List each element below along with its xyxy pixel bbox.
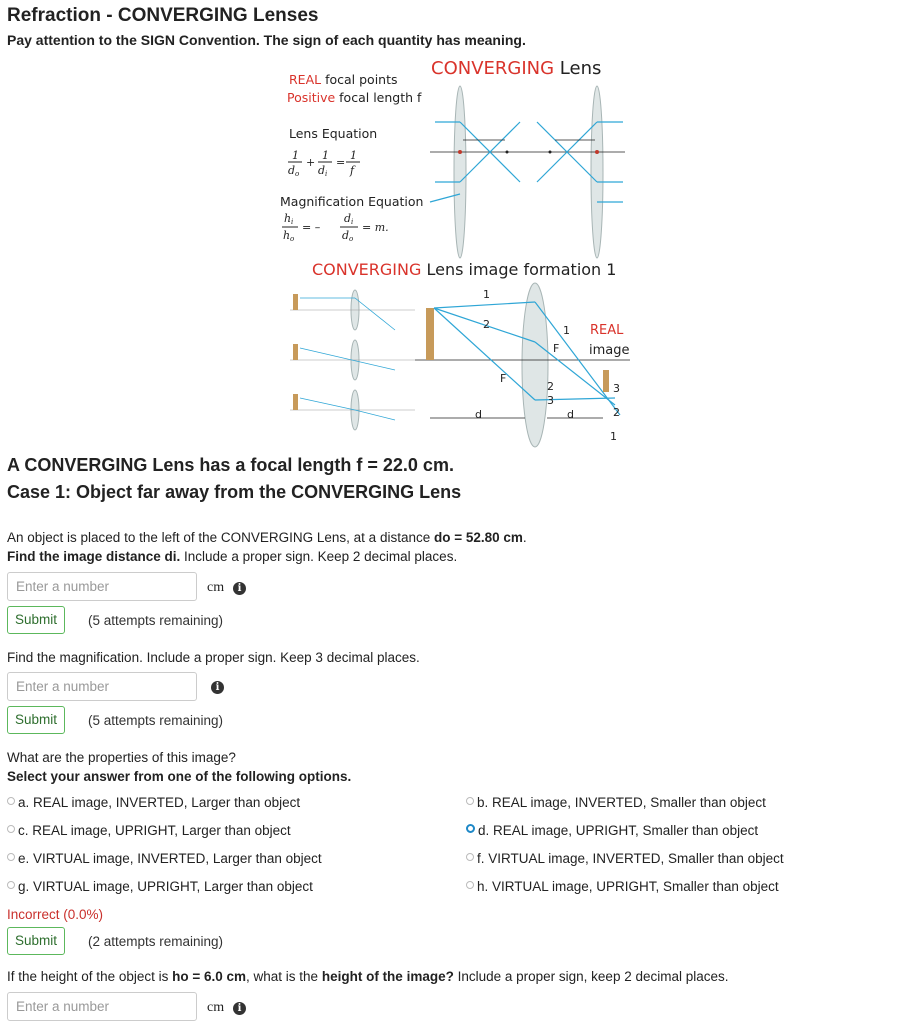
radio-icon[interactable]: [7, 881, 15, 889]
svg-text:= –: = –: [302, 221, 321, 234]
figure2-heading-rest: Lens image formation 1: [421, 260, 617, 279]
magnification-input[interactable]: Enter a number: [7, 672, 197, 701]
figure2-heading: [312, 260, 616, 279]
submit-button-q3[interactable]: Submit: [7, 927, 65, 955]
option-d[interactable]: [466, 823, 758, 838]
svg-text:= m.: = m.: [362, 221, 389, 234]
image-formation-diagram: [285, 280, 635, 450]
image-distance-input[interactable]: Enter a number: [7, 572, 197, 601]
object-distance-value: do = 52.80 cm: [433, 530, 523, 545]
figure1-heading-red: CONVERGING: [431, 58, 555, 79]
svg-text:=: =: [336, 156, 346, 169]
option-f-label: f. VIRTUAL image, INVERTED, Smaller than object: [477, 851, 784, 866]
option-c-label: c. REAL image, UPRIGHT, Larger than object: [18, 823, 291, 838]
svg-text:h: h: [283, 229, 291, 242]
svg-text:1: 1: [563, 324, 570, 337]
focal-points-text: focal points: [321, 72, 398, 87]
info-icon[interactable]: i: [233, 1002, 246, 1015]
q1-bold: Find the image distance di.: [7, 549, 181, 564]
page-subtitle: Pay attention to the SIGN Convention. The sign of each quantity has meaning.: [7, 32, 526, 48]
q4-part-e: Include a proper sign, keep 2 decimal places.: [453, 969, 729, 984]
info-icon[interactable]: i: [233, 582, 246, 595]
q4-unit-group: [207, 998, 246, 1016]
svg-text:d: d: [475, 408, 482, 421]
radio-icon[interactable]: [7, 825, 15, 833]
svg-text:o: o: [349, 235, 354, 243]
option-h-label: h. VIRTUAL image, UPRIGHT, Smaller than object: [477, 879, 779, 894]
svg-text:i: i: [291, 218, 294, 226]
svg-text:d: d: [318, 164, 326, 177]
object-height-value: ho = 6.0 cm: [172, 969, 247, 984]
radio-icon[interactable]: [7, 797, 15, 805]
q1-unit-group: [207, 578, 246, 596]
q1-rest: Include a proper sign. Keep 2 decimal places.: [180, 549, 458, 564]
figure1-heading-rest: Lens: [554, 58, 602, 79]
svg-text:F: F: [500, 372, 507, 385]
positive-focal-length: [287, 90, 421, 105]
real-focal-points: [289, 72, 398, 87]
cm-unit: cm: [207, 1000, 225, 1015]
question-magnification: Find the magnification. Include a proper sign. Keep 3 decimal places.: [7, 650, 420, 665]
radio-icon[interactable]: [466, 881, 474, 889]
svg-text:o: o: [290, 235, 295, 243]
option-h[interactable]: [466, 879, 779, 894]
object-distance-text: [7, 530, 527, 545]
q4-part-d: height of the image?: [321, 969, 454, 984]
intro-text: An object is placed to the left of the CONVERGING Lens, at a distance: [7, 530, 434, 545]
intro-period: .: [522, 530, 527, 545]
attempts-remaining-q3: (2 attempts remaining): [88, 934, 224, 949]
option-d-label: d. REAL image, UPRIGHT, Smaller than object: [478, 823, 759, 838]
attempts-remaining-q2: (5 attempts remaining): [88, 713, 224, 728]
positive-word: Positive: [287, 90, 336, 105]
svg-text:3: 3: [547, 394, 554, 407]
figure1-heading: [431, 58, 601, 79]
question-image-distance: [7, 549, 457, 564]
svg-text:f: f: [350, 164, 355, 177]
svg-text:1: 1: [483, 288, 490, 301]
radio-icon[interactable]: [466, 853, 474, 861]
svg-text:3: 3: [613, 382, 620, 395]
svg-text:+: +: [306, 156, 316, 169]
svg-text:d: d: [344, 212, 352, 225]
option-e[interactable]: [7, 851, 322, 866]
question-image-height: [7, 969, 729, 984]
svg-text:d: d: [288, 164, 296, 177]
svg-text:1: 1: [610, 430, 617, 443]
focal-length-statement: A CONVERGING Lens has a focal length f = 22.0 cm.: [7, 455, 454, 475]
option-f[interactable]: [466, 851, 784, 866]
attempts-remaining-q1: (5 attempts remaining): [88, 613, 224, 628]
page-title: Refraction - CONVERGING Lenses: [7, 5, 319, 26]
option-g-label: g. VIRTUAL image, UPRIGHT, Larger than object: [18, 879, 313, 894]
svg-text:1: 1: [322, 149, 329, 162]
submit-button-q2[interactable]: Submit: [7, 706, 65, 734]
focal-length-text: focal length f: [335, 90, 422, 105]
magnification-equation-formula: [280, 210, 400, 244]
lens-equation-label: Lens Equation: [289, 126, 378, 141]
svg-text:1: 1: [350, 149, 357, 162]
svg-text:2: 2: [613, 406, 620, 419]
svg-text:2: 2: [547, 380, 554, 393]
svg-text:d: d: [342, 229, 350, 242]
radio-icon[interactable]: [7, 853, 15, 861]
q4-part-a: If the height of the object is: [7, 969, 173, 984]
svg-text:o: o: [295, 170, 300, 178]
real-label: REAL: [590, 323, 624, 338]
magnification-equation-label: Magnification Equation: [280, 194, 424, 209]
figure2-heading-red: CONVERGING: [312, 260, 422, 279]
question-properties: What are the properties of this image?: [7, 750, 236, 765]
option-e-label: e. VIRTUAL image, INVERTED, Larger than object: [18, 851, 322, 866]
svg-text:i: i: [351, 218, 354, 226]
image-height-input[interactable]: Enter a number: [7, 992, 197, 1021]
submit-button-q1[interactable]: Submit: [7, 606, 65, 634]
converging-lens-diagram: [425, 82, 630, 262]
image-label: image: [589, 343, 630, 358]
lens-equation-formula: [286, 148, 386, 178]
option-b-label: b. REAL image, INVERTED, Smaller than object: [477, 795, 766, 810]
svg-text:F: F: [553, 342, 560, 355]
option-c[interactable]: [7, 823, 291, 838]
q4-part-c: , what is the: [246, 969, 322, 984]
real-word: REAL: [289, 72, 322, 87]
select-instruction: Select your answer from one of the following options.: [7, 769, 352, 784]
svg-text:1: 1: [292, 149, 299, 162]
option-a[interactable]: [7, 795, 300, 810]
radio-selected-icon[interactable]: [466, 824, 475, 833]
svg-text:2: 2: [483, 318, 490, 331]
option-a-label: a. REAL image, INVERTED, Larger than object: [18, 795, 301, 810]
radio-icon[interactable]: [466, 797, 474, 805]
svg-text:h: h: [284, 212, 292, 225]
real-image-label: [590, 323, 623, 338]
svg-text:d: d: [567, 408, 574, 421]
info-icon[interactable]: i: [211, 681, 224, 694]
option-g[interactable]: [7, 879, 313, 894]
svg-text:i: i: [325, 170, 328, 178]
incorrect-feedback: Incorrect (0.0%): [7, 907, 104, 922]
case-heading: Case 1: Object far away from the CONVERGING Lens: [7, 482, 462, 502]
option-b[interactable]: [466, 795, 766, 810]
cm-unit: cm: [207, 580, 225, 595]
